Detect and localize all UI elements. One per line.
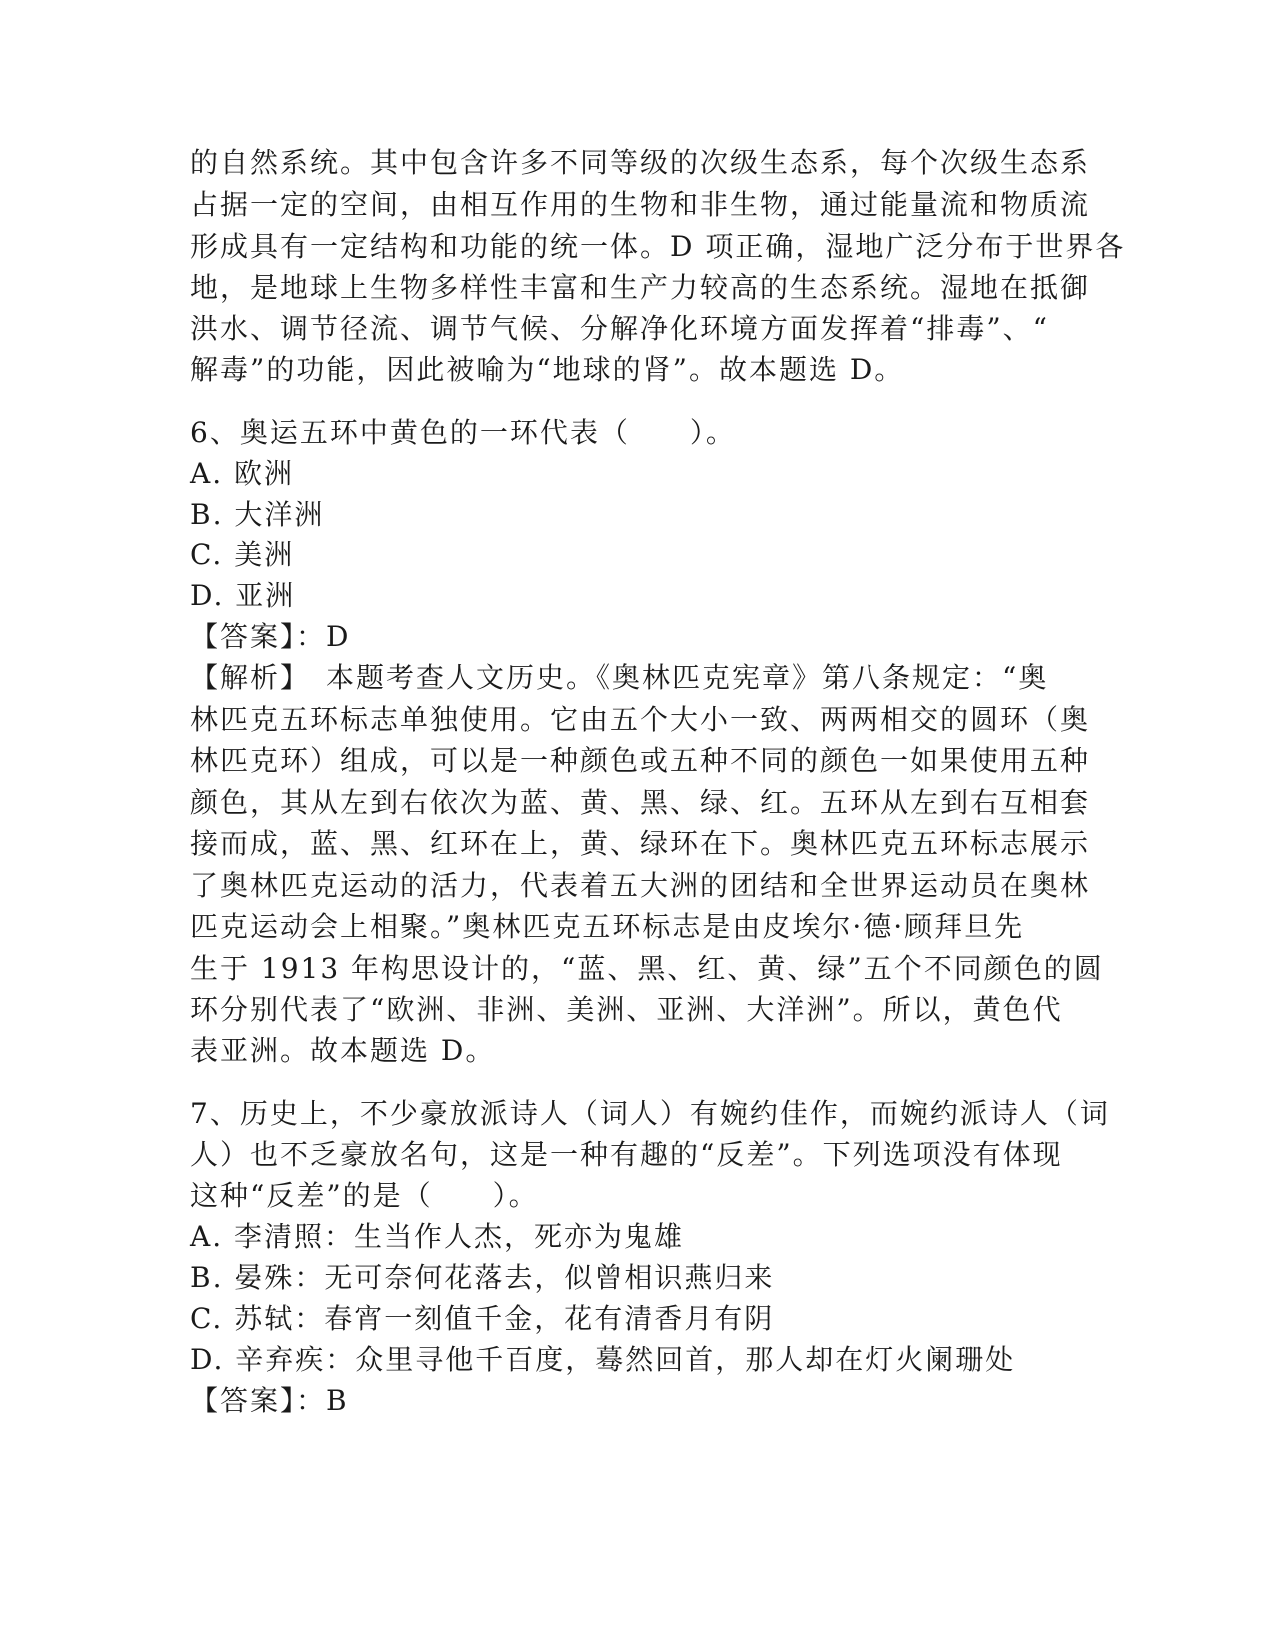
option-a: A. 李清照：生当作人杰，死亦为鬼雄 [190, 1220, 685, 1253]
text-line: 形成具有一定结构和功能的统一体。D 项正确，湿地广泛分布于世界各 [190, 230, 1126, 263]
question-stem: 这种“反差”的是（ ）。 [190, 1179, 539, 1212]
analysis-line: 生于 1913 年构思设计的，“蓝、黑、红、黄、绿”五个不同颜色的圆 [190, 952, 1104, 985]
analysis-line: 环分别代表了“欧洲、非洲、美洲、亚洲、大洋洲”。所以，黄色代 [190, 993, 1063, 1026]
option-c: C. 美洲 [190, 538, 295, 571]
analysis-line: 林匹克环）组成，可以是一种颜色或五种不同的颜色一如果使用五种 [190, 744, 1091, 777]
answer-line: 【答案】：B [190, 1384, 349, 1417]
analysis-line: 接而成，蓝、黑、红环在上，黄、绿环在下。奥林匹克五环标志展示 [190, 827, 1091, 860]
option-b: B. 大洋洲 [190, 498, 325, 531]
analysis-line: 了奥林匹克运动的活力，代表着五大洲的团结和全世界运动员在奥林 [190, 869, 1091, 902]
answer-line: 【答案】：D [190, 620, 351, 653]
question-stem: 人）也不乏豪放名句，这是一种有趣的“反差”。下列选项没有体现 [190, 1138, 1063, 1171]
text-line: 占据一定的空间，由相互作用的生物和非生物，通过能量流和物质流 [190, 188, 1091, 221]
option-d: D. 辛弃疾：众里寻他千百度，蓦然回首，那人却在灯火阑珊处 [190, 1343, 1016, 1376]
analysis-line: 【解析】 本题考查人文历史。《奥林匹克宪章》第八条规定：“奥 [190, 661, 1049, 694]
option-a: A. 欧洲 [190, 457, 295, 490]
text-line: 地，是地球上生物多样性丰富和生产力较高的生态系统。湿地在抵御 [190, 271, 1091, 304]
question-stem: 7、历史上，不少豪放派诗人（词人）有婉约佳作，而婉约派诗人（词 [190, 1097, 1110, 1130]
option-d: D. 亚洲 [190, 579, 296, 612]
analysis-line: 林匹克五环标志单独使用。它由五个大小一致、两两相交的圆环（奥 [190, 703, 1091, 736]
analysis-line: 颜色，其从左到右依次为蓝、黄、黑、绿、红。五环从左到右互相套 [190, 786, 1091, 819]
option-c: C. 苏轼：春宵一刻值千金，花有清香月有阴 [190, 1302, 775, 1335]
text-line: 解毒”的功能，因此被喻为“地球的肾”。故本题选 D。 [190, 353, 905, 386]
question-stem: 6、奥运五环中黄色的一环代表（ ）。 [190, 416, 736, 449]
analysis-line: 匹克运动会上相聚。”奥林匹克五环标志是由皮埃尔·德·顾拜旦先 [190, 910, 1025, 943]
text-line: 的自然系统。其中包含许多不同等级的次级生态系，每个次级生态系 [190, 146, 1091, 179]
option-b: B. 晏殊：无可奈何花落去，似曾相识燕归来 [190, 1261, 775, 1294]
analysis-line: 表亚洲。故本题选 D。 [190, 1034, 496, 1067]
text-line: 洪水、调节径流、调节气候、分解净化环境方面发挥着“排毒”、“ [190, 312, 1049, 345]
